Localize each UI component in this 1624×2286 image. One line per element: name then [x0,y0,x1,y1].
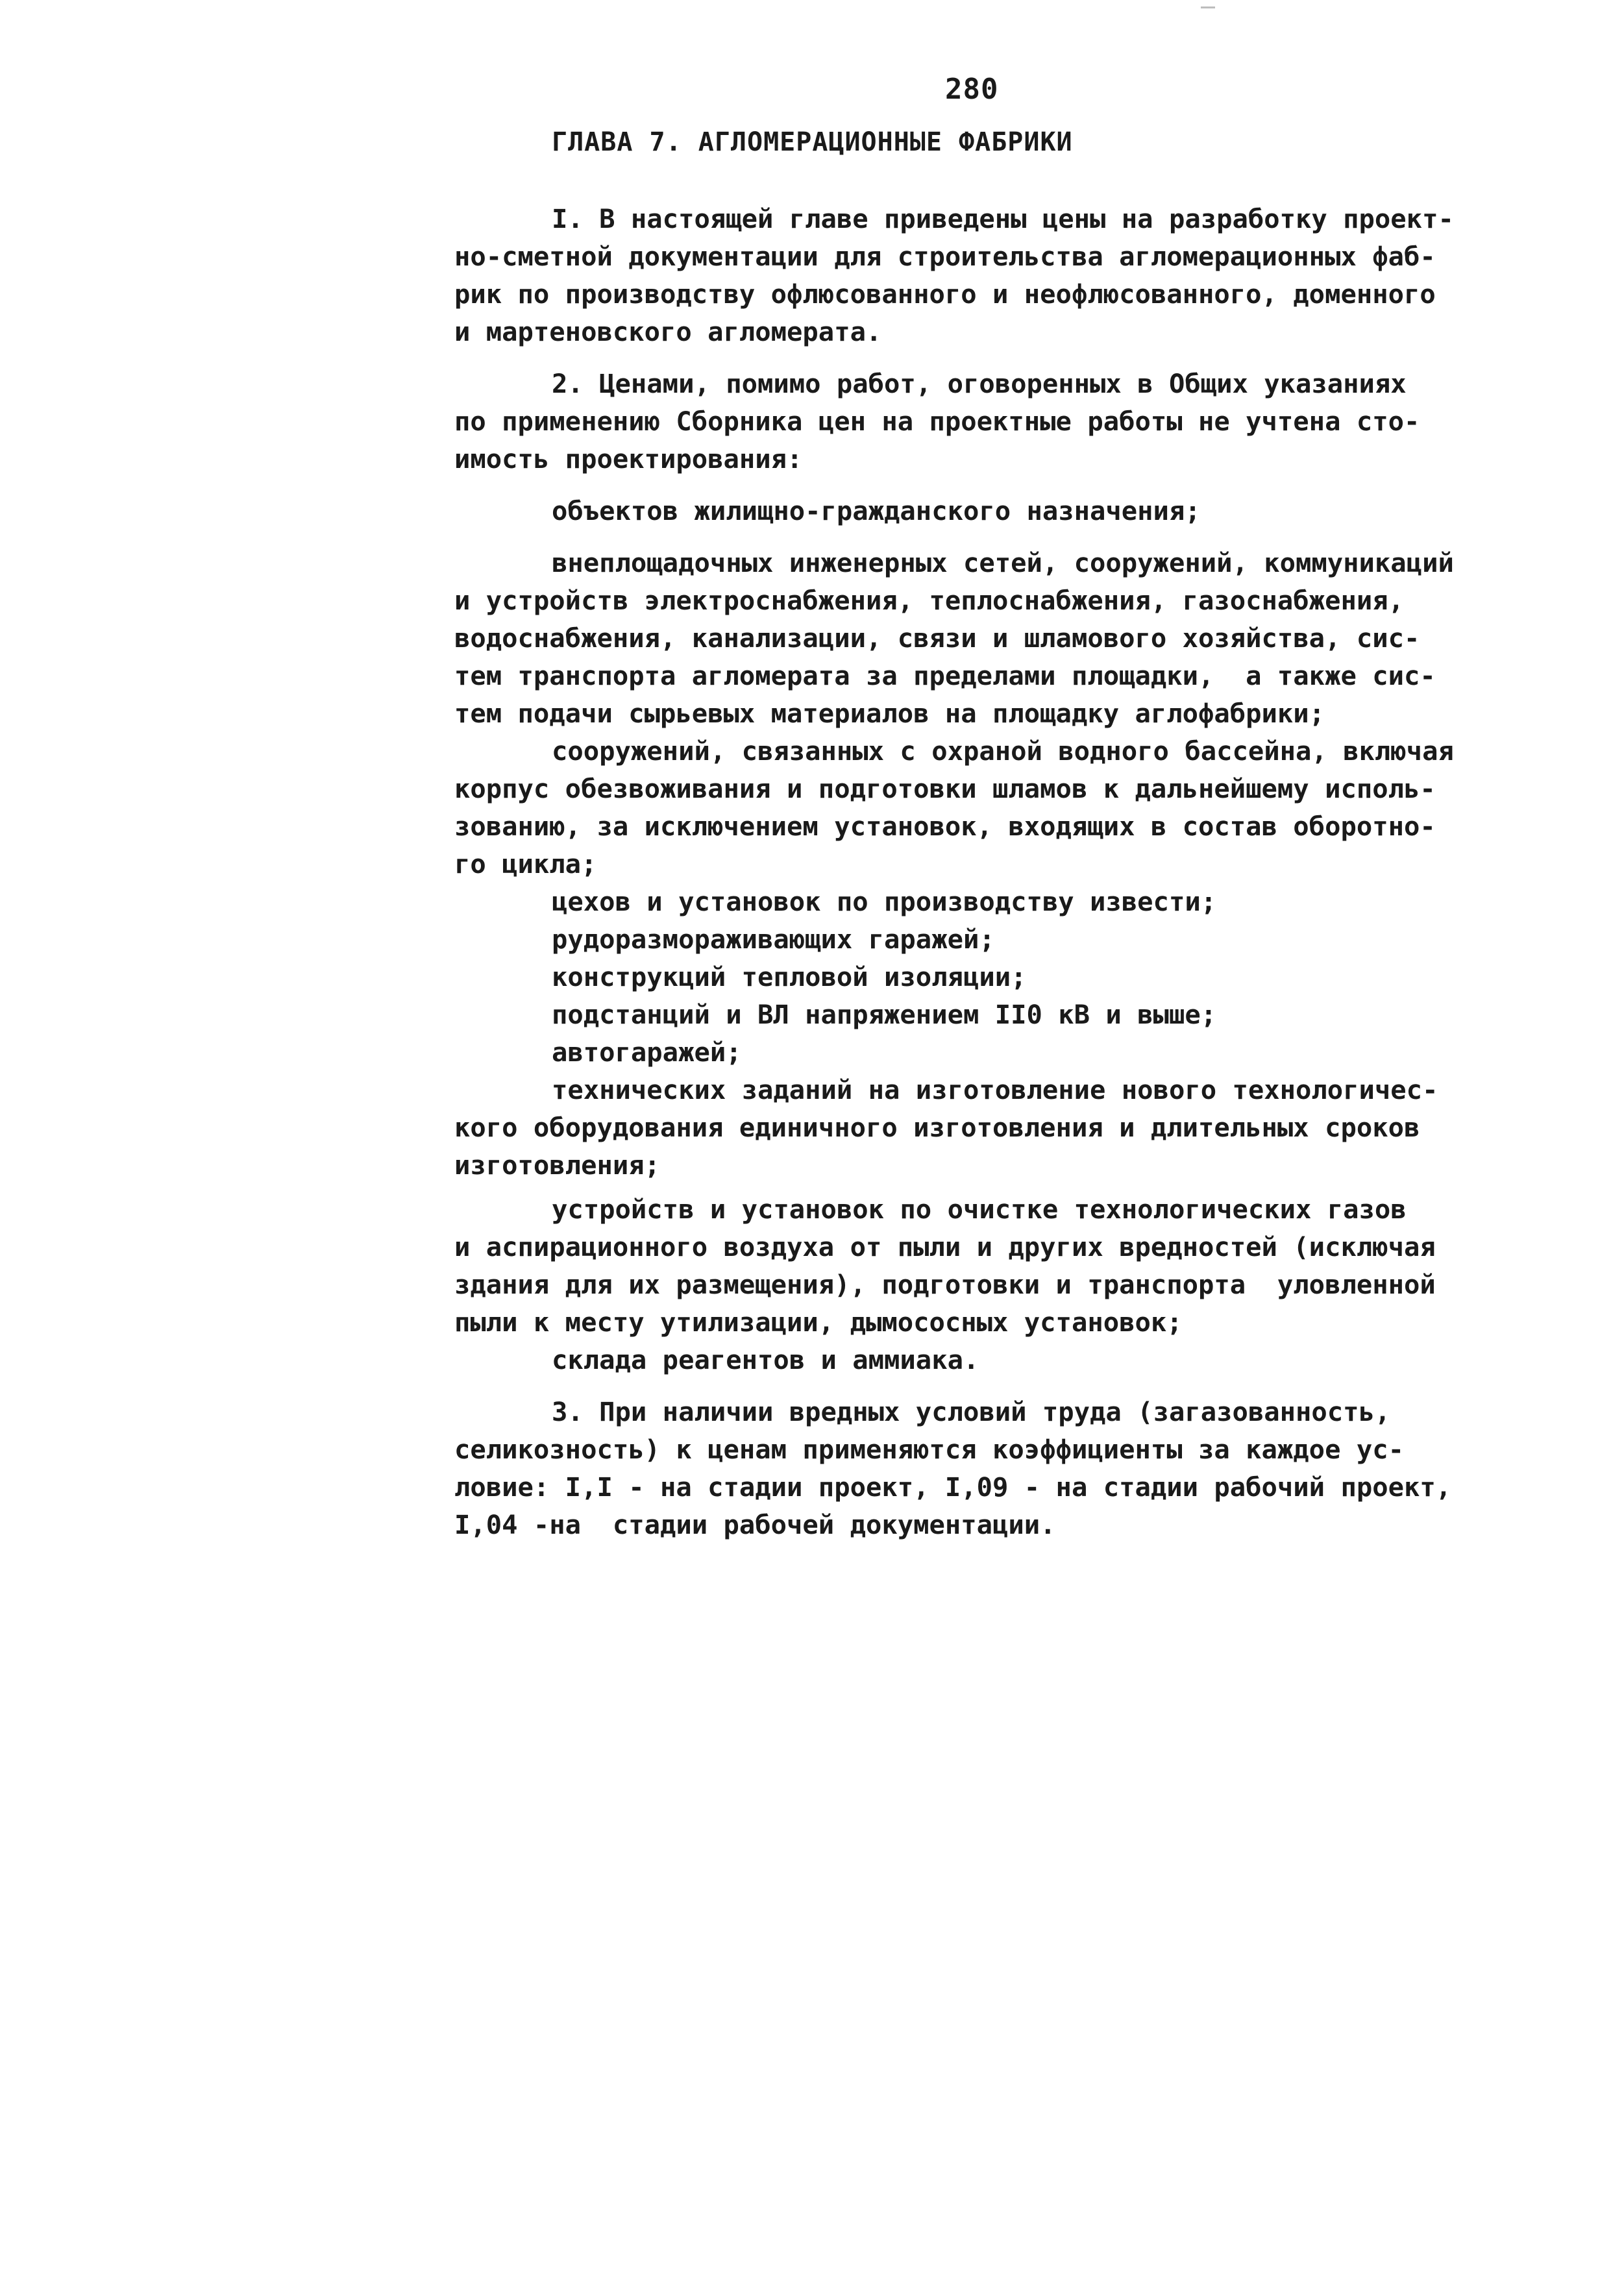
paragraph-gap [454,478,1506,492]
text-line: водоснабжения, канализации, связи и шламового хозяйства, сис- [454,622,1420,654]
text-line: объектов жилищно-гражданского назначения; [552,495,1201,526]
text-line: пыли к месту утилизации, дымососных установок; [454,1307,1183,1338]
scan-artifact-mark [1201,6,1215,8]
text-line: цехов и установок по производству извести; [552,886,1217,917]
text-line: устройств и установок по очистке технологических газов [552,1194,1407,1225]
text-line: изготовления; [454,1149,660,1181]
text-line: конструкций тепловой изоляции; [552,961,1027,992]
text-line: I. В настоящей главе приведены цены на разработку проект- [552,203,1454,234]
text-line: селикозность) к ценам применяются коэффициенты за каждое ус- [454,1434,1404,1465]
text-line: I,04 -на стадии рабочей документации. [454,1509,1056,1540]
text-line: но-сметной документации для строительства агломерационных фаб- [454,241,1436,272]
page-number: 280 [945,73,999,106]
text-line: го цикла; [454,848,597,879]
text-line: подстанций и ВЛ напряжением II0 кВ и выше; [552,999,1217,1030]
paragraph-gap [454,1379,1506,1393]
text-line: рудоразмораживающих гаражей; [552,924,995,955]
text-line: склада реагентов и аммиака. [552,1344,979,1375]
text-line: и устройств электроснабжения, теплоснабжения, газоснабжения, [454,585,1404,616]
text-line: рик по производству офлюсованного и неофлюсованного, доменного [454,278,1436,310]
paragraph-gap [454,530,1506,544]
text-line: тем транспорта агломерата за пределами площадки, а также сис- [454,660,1436,691]
text-line: тем подачи сырьевых материалов на площадку аглофабрики; [454,698,1325,729]
text-line: корпус обезвоживания и подготовки шламов к дальнейшему исполь- [454,773,1436,804]
text-line: кого оборудования единичного изготовления и длительных сроков [454,1112,1420,1143]
paragraph-gap [454,350,1506,365]
paragraph-gap [454,1184,1506,1190]
text-line: технических заданий на изготовление нового технологичес- [552,1074,1438,1105]
text-line: 3. При наличии вредных условий труда (загазованность, [552,1396,1391,1427]
body-text [454,200,1506,1543]
text-line: 2. Ценами, помимо работ, оговоренных в Общих указаниях [552,368,1407,399]
text-line: и мартеновского агломерата. [454,316,882,347]
text-line: имость проектирования: [454,443,803,474]
text-line: зованию, за исключением установок, входящих в состав оборотно- [454,811,1436,842]
text-line: ловие: I,I - на стадии проект, I,09 - на стадии рабочий проект, [454,1471,1452,1503]
chapter-title: ГЛАВА 7. АГЛОМЕРАЦИОННЫЕ ФАБРИКИ [552,127,1073,157]
text-line: здания для их размещения), подготовки и транспорта уловленной [454,1269,1436,1300]
text-line: сооружений, связанных с охраной водного бассейна, включая [552,735,1454,767]
text-line: и аспирационного воздуха от пыли и других вредностей (исключая [454,1231,1436,1262]
text-line: автогаражей; [552,1037,742,1068]
text-line: по применению Сборника цен на проектные работы не учтена сто- [454,406,1420,437]
text-line: внеплощадочных инженерных сетей, сооружений, коммуникаций [552,547,1454,578]
